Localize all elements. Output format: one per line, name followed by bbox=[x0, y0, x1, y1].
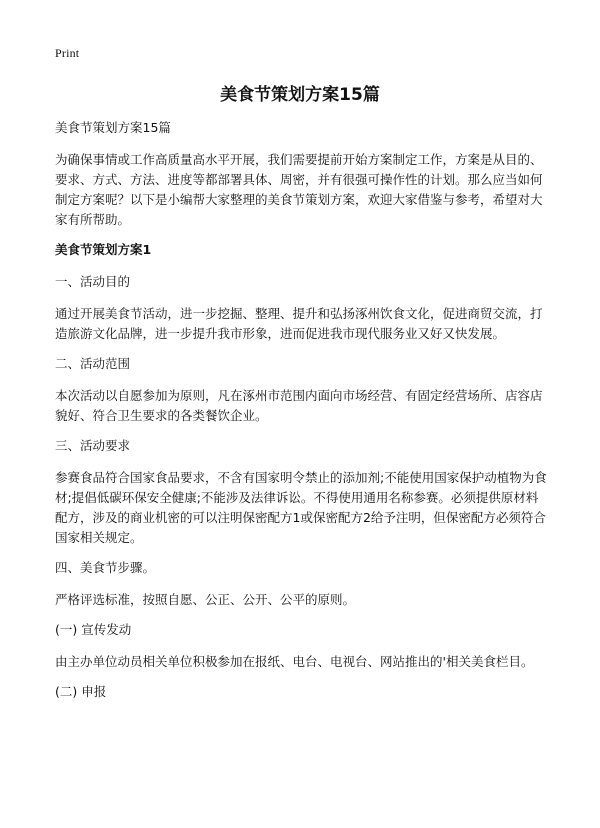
intro-paragraph: 为确保事情或工作高质量高水平开展，我们需要提前开始方案制定工作，方案是从目的、要求、方式、方法、进度等都部署具体、周密，并有很强可操作性的计划。那么应当如何制定方案呢？以下是小编帮大家整理的美食节策划方案，欢迎大家借鉴与参考，希望对大家有所帮助。 bbox=[55, 152, 543, 227]
paragraph-publicity: 由主办单位动员相关单位积极参加在报纸、电台、电视台、网站推出的'相关美食栏目。 bbox=[55, 654, 534, 669]
heading-activity-requirements: 三、活动要求 bbox=[55, 438, 131, 453]
paragraph-festival-steps: 严格评选标准，按照自愿、公正、公开、公平的原则。 bbox=[55, 592, 356, 607]
heading-activity-scope: 二、活动范围 bbox=[55, 356, 131, 371]
document-title: 美食节策划方案15篇 bbox=[220, 85, 380, 105]
paragraph-activity-purpose: 通过开展美食节活动，进一步挖掘、整理、提升和弘扬涿州饮食文化，促进商贸交流，打造旅游文化品牌，进一步提升我市形象，进而促进我市现代服务业又好又快发展。 bbox=[55, 306, 543, 341]
heading-activity-purpose: 一、活动目的 bbox=[55, 274, 131, 289]
heading-application: (二) 申报 bbox=[55, 684, 107, 699]
document-body bbox=[55, 118, 550, 714]
print-label: Print bbox=[55, 46, 80, 60]
section-heading: 美食节策划方案1 bbox=[55, 242, 152, 257]
heading-publicity: (一) 宣传发动 bbox=[55, 622, 132, 637]
document-subtitle: 美食节策划方案15篇 bbox=[55, 120, 171, 135]
heading-festival-steps: 四、美食节步骤。 bbox=[55, 560, 156, 575]
paragraph-activity-scope: 本次活动以自愿参加为原则，凡在涿州市范围内面向市场经营、有固定经营场所、店容店貌好、符合卫生要求的各类餐饮企业。 bbox=[55, 388, 543, 423]
paragraph-activity-requirements: 参赛食品符合国家食品要求，不含有国家明令禁止的添加剂;不能使用国家保护动植物为食材;提倡低碳环保安全健康;不能涉及法律诉讼。不得使用通用名称参赛。必须提供原材料配方，涉及的商业机密的可以注明保密配方1或保密配方2给予注明，但保密配方必须符合国家相关规定。 bbox=[55, 470, 547, 545]
